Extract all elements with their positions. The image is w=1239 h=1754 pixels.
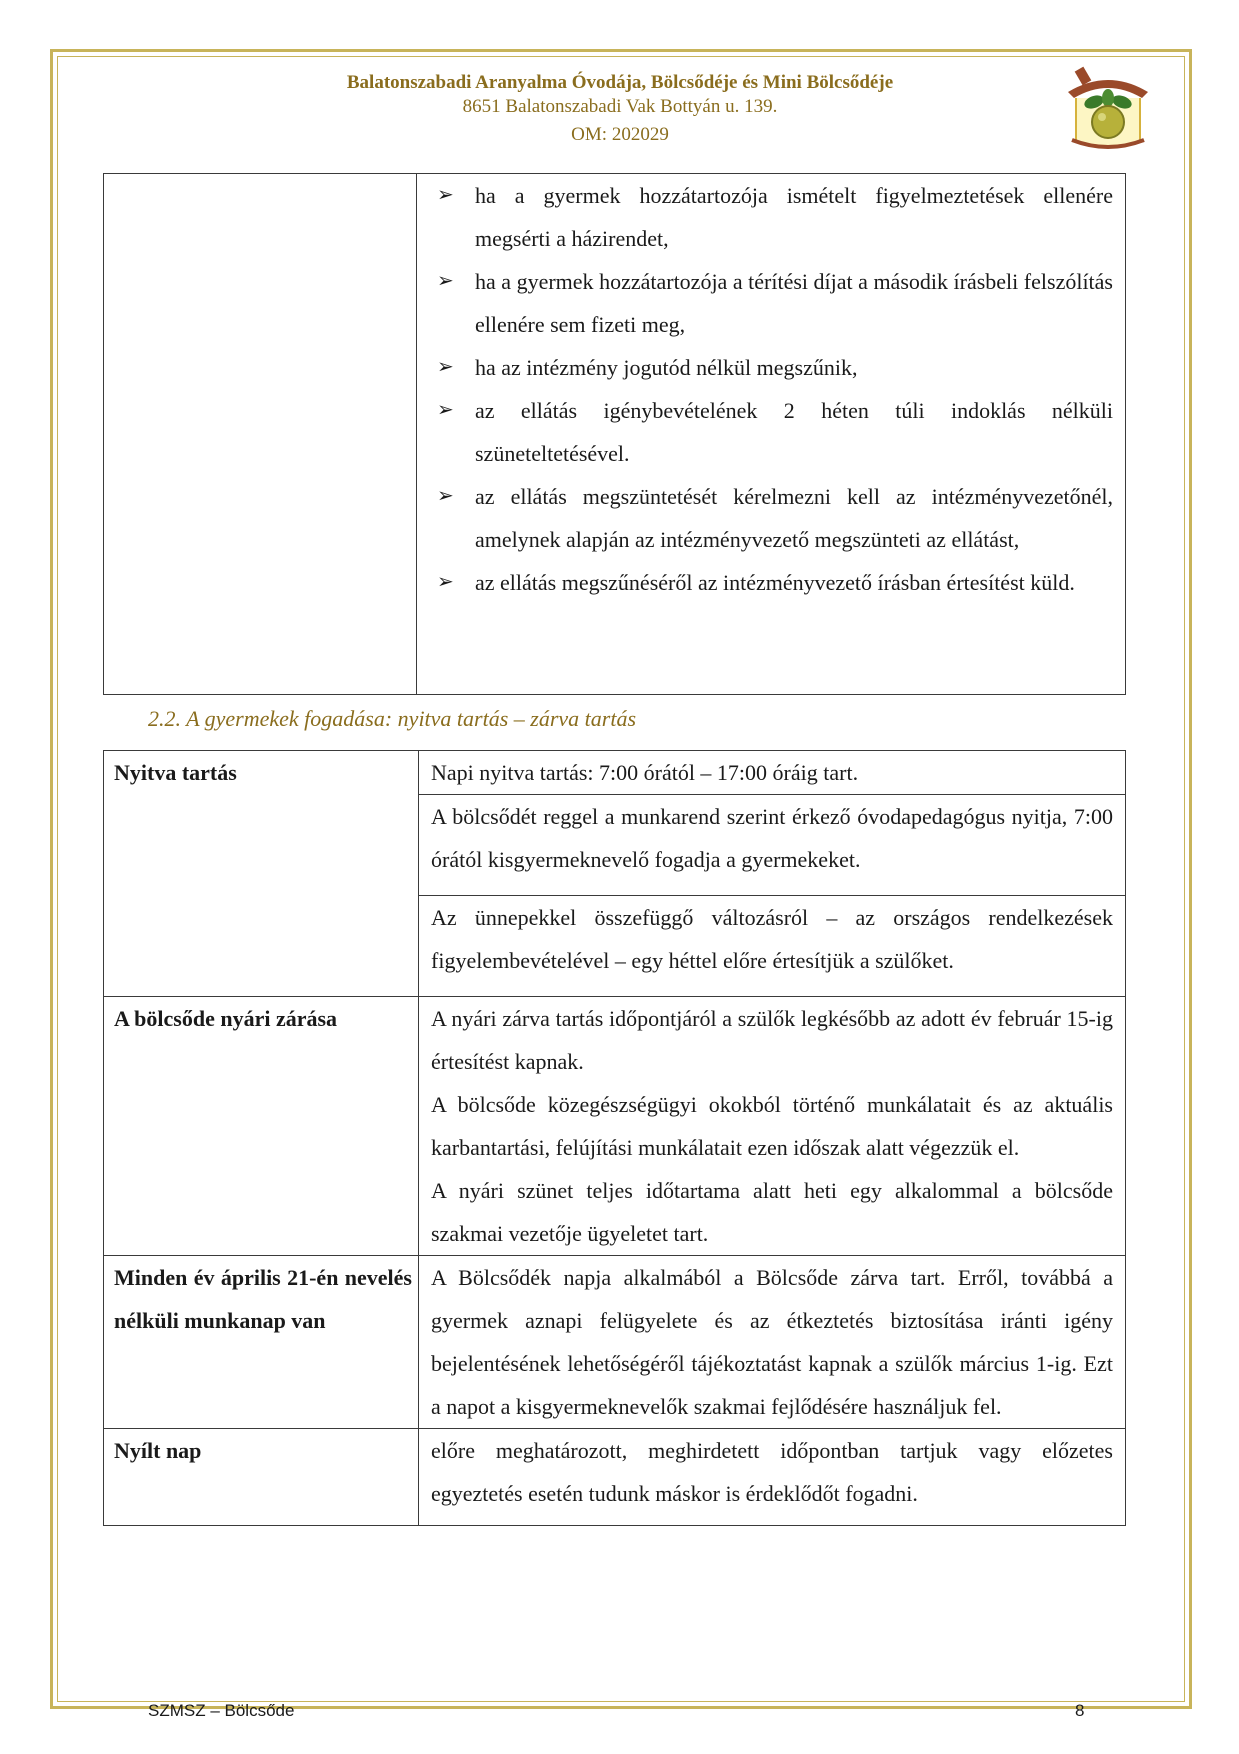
section-title: 2.2. A gyermekek fogadása: nyitva tartás – zárva tartás — [148, 706, 637, 731]
list-item: ➢ az ellátás megszűnéséről az intézményvezető írásban értesítést küld. — [437, 561, 1113, 604]
arrow-bullet-icon: ➢ — [437, 184, 454, 206]
row-label: Minden év április 21-én nevelés nélküli munkanap van — [104, 1256, 419, 1429]
institution-address: 8651 Balatonszabadi Vak Bottyán u. 139. — [462, 96, 778, 117]
arrow-bullet-icon: ➢ — [437, 485, 454, 507]
arrow-bullet-icon: ➢ — [437, 571, 454, 593]
termination-conditions-table — [103, 173, 1126, 695]
table-row — [104, 1256, 1126, 1429]
row-label: A bölcsőde nyári zárása — [104, 997, 419, 1256]
row-label: Nyitva tartás — [104, 751, 419, 997]
row-value: A Bölcsődék napja alkalmából a Bölcsőde zárva tart. Erről, továbbá a gyermek aznapi felügyelete és az étkeztetés biztosítása iránti igény bejelentésének lehetőségéről tájékoztatást kapnak a szülők március 1-ig. Ezt a napot a kisgyermeknevelők szakmai fejlődésére használjuk fel. — [419, 1256, 1126, 1429]
row-value: előre meghatározott, meghirdetett időpontban tartjuk vagy előzetes egyeztetés esetén tudunk máskor is érdeklődőt fogadni. — [419, 1429, 1126, 1526]
termination-bullets-cell — [417, 174, 1126, 695]
table-row — [104, 1429, 1126, 1526]
arrow-bullet-icon: ➢ — [437, 270, 454, 292]
arrow-bullet-icon: ➢ — [437, 399, 454, 421]
list-item: ➢ ha a gyermek hozzátartozója a térítési díjat a második írásbeli felszólítás ellenére sem fizeti meg, — [437, 260, 1113, 346]
kindergarten-apple-logo-icon — [1062, 62, 1154, 152]
list-item: ➢ ha a gyermek hozzátartozója ismételt figyelmeztetések ellenére megsérti a házirendet, — [437, 174, 1113, 260]
row-value: A nyári zárva tartás időpontjáról a szülők legkésőbb az adott év február 15-ig értesítést kapnak. A bölcsőde közegészségügyi okokból történő munkálatait és az aktuális karbantartási, felújítási munkálatait ezen időszak alatt végezzük el. A nyári szünet teljes időtartama alatt heti egy alkalommal a bölcsőde szakmai vezetője ügyeletet tart. — [419, 997, 1126, 1256]
list-item: ➢ ha az intézmény jogutód nélkül megszűnik, — [437, 346, 1113, 389]
row-value: A bölcsődét reggel a munkarend szerint érkező óvodapedagógus nyitja, 7:00 órától kisgyermeknevelő fogadja a gyermekeket. — [419, 795, 1126, 896]
institution-name: Balatonszabadi Aranyalma Óvodája, Bölcsődéje és Mini Bölcsődéje — [346, 72, 894, 93]
arrow-bullet-icon: ➢ — [437, 356, 454, 378]
institution-om: OM: 202029 — [571, 124, 669, 145]
table-row — [104, 751, 1126, 795]
list-item: ➢ az ellátás igénybevételének 2 héten túli indoklás nélküli szüneteltetésével. — [437, 389, 1113, 475]
footer-document-name: SZMSZ – Bölcsőde — [148, 1701, 295, 1720]
opening-hours-table — [103, 750, 1126, 1526]
page-number: 8 — [1075, 1701, 1085, 1720]
row-label: Nyílt nap — [104, 1429, 419, 1526]
table-row — [104, 997, 1126, 1256]
empty-label-cell — [104, 174, 417, 695]
list-item: ➢ az ellátás megszüntetését kérelmezni kell az intézményvezetőnél, amelynek alapján az intézményvezető megszünteti az ellátást, — [437, 475, 1113, 561]
row-value: Az ünnepekkel összefüggő változásról – az országos rendelkezések figyelembevételével – egy héttel előre értesítjük a szülőket. — [419, 896, 1126, 997]
row-value: Napi nyitva tartás: 7:00 órától – 17:00 óráig tart. — [419, 751, 1126, 795]
